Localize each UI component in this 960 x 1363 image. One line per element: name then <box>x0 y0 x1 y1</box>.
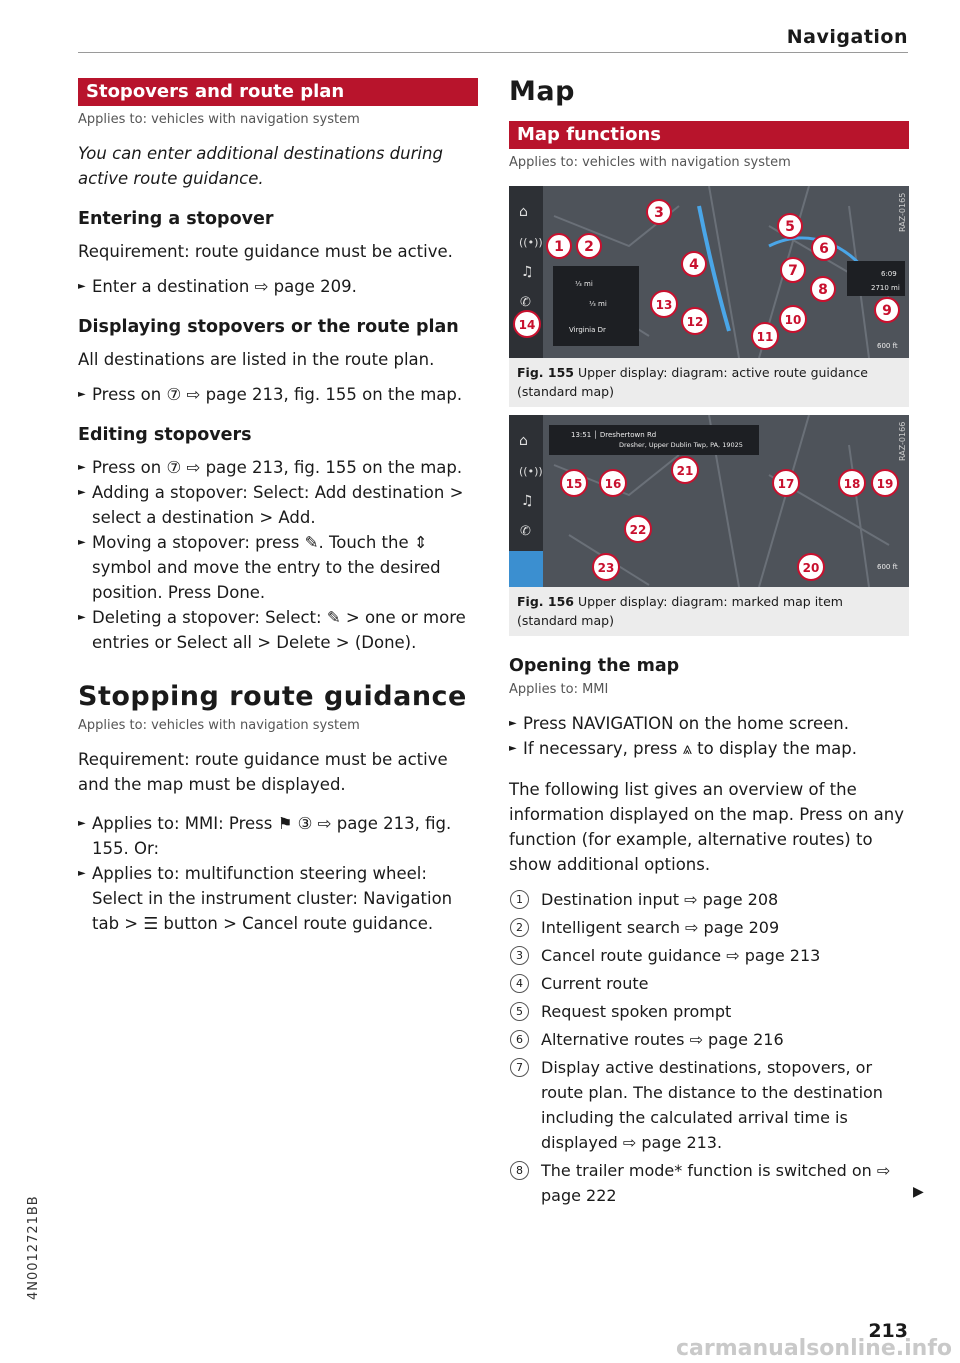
svg-text:12: 12 <box>686 315 704 329</box>
callout-legend <box>509 887 909 1208</box>
svg-text:7: 7 <box>788 263 798 279</box>
svg-text:((•)): ((•)) <box>519 236 543 249</box>
svg-text:10: 10 <box>784 313 802 327</box>
scale-text: 600 ft <box>877 342 898 350</box>
callout <box>600 470 626 496</box>
left-column <box>78 78 478 936</box>
figure-caption <box>509 358 909 407</box>
svg-text:17: 17 <box>777 477 795 491</box>
legend-item <box>509 1055 909 1155</box>
legend-number: 6 <box>510 1030 529 1049</box>
svg-text:15: 15 <box>565 477 583 491</box>
callout <box>647 200 671 224</box>
callout <box>561 470 587 496</box>
callout <box>773 470 799 496</box>
map-functions-title: Map functions <box>509 121 909 149</box>
svg-text:3: 3 <box>654 205 664 221</box>
figure-155 <box>509 186 909 407</box>
svg-text:16: 16 <box>604 477 622 491</box>
eta-text: 6:09 <box>881 270 897 278</box>
distance-text: 2710 mi <box>871 284 900 292</box>
callout <box>798 554 824 580</box>
stopping-step: ► Applies to: multifunction steering wheel: Select in the instrument cluster: Navigation tab > ☰ button > Cancel route guidance. <box>78 861 478 936</box>
figure-caption <box>509 587 909 636</box>
svg-text:((•)): ((•)) <box>519 465 543 478</box>
page-number: 213 <box>868 1320 908 1342</box>
opening-applies: Applies to: MMI <box>509 682 609 697</box>
callout <box>625 516 651 542</box>
map-diagram-156 <box>509 415 909 587</box>
header-rule <box>78 52 908 53</box>
top-bar-address: Dresher, Upper Dublin Twp, PA, 19025 <box>619 441 743 449</box>
svg-text:8: 8 <box>818 282 828 298</box>
svg-text:11: 11 <box>756 330 774 344</box>
opening-step: ► Press NAVIGATION on the home screen. <box>509 711 909 736</box>
entering-requirement: Requirement: route guidance must be active. <box>78 242 453 261</box>
stopping-applies: Applies to: vehicles with navigation system <box>78 718 360 733</box>
editing-step: ► Deleting a stopover: Select: ✎ > one or more entries or Select all > Delete > (Done). <box>78 605 478 655</box>
legend-item <box>509 971 909 996</box>
svg-text:✆: ✆ <box>520 295 531 310</box>
caption-text: Upper display: diagram: marked map item (standard map) <box>517 594 843 628</box>
legend-number: 7 <box>510 1058 529 1077</box>
figure-code: RAZ-0166 <box>898 421 907 461</box>
figure-code: RAZ-0165 <box>898 192 907 232</box>
figure-label: Fig. 155 <box>517 365 574 380</box>
stopping-title: Stopping route guidance <box>78 681 467 712</box>
callout <box>682 308 708 334</box>
callout <box>752 323 778 349</box>
svg-text:2: 2 <box>584 239 594 255</box>
legend-number: 2 <box>510 918 529 937</box>
svg-text:20: 20 <box>802 561 820 575</box>
section-title: Stopovers and route plan <box>78 78 478 106</box>
svg-text:♫: ♫ <box>521 493 534 509</box>
svg-text:19: 19 <box>876 477 894 491</box>
panel-line: Virginia Dr <box>569 326 606 334</box>
running-header: Navigation <box>786 26 908 48</box>
panel-line: ⅓ mi <box>575 280 593 288</box>
legend-text: Cancel route guidance ⇨ page 213 <box>541 946 821 965</box>
legend-number: 5 <box>510 1002 529 1021</box>
svg-text:5: 5 <box>785 219 795 235</box>
legend-item <box>509 1158 909 1208</box>
callout <box>547 234 571 258</box>
svg-text:4: 4 <box>689 257 699 273</box>
legend-item <box>509 1027 909 1052</box>
displaying-text: All destinations are listed in the route plan. <box>78 350 435 369</box>
panel-line: ⅓ mi <box>589 300 607 308</box>
map-diagram-155 <box>509 186 909 358</box>
scale-text: 600 ft <box>877 563 898 571</box>
caption-text: Upper display: diagram: active route guidance (standard map) <box>517 365 868 399</box>
callout <box>812 236 836 260</box>
svg-text:13: 13 <box>655 298 673 312</box>
lead-text: You can enter additional destinations during active route guidance. <box>78 144 443 188</box>
legend-item <box>509 999 909 1024</box>
figure-156 <box>509 415 909 636</box>
right-column <box>509 78 909 1208</box>
svg-text:22: 22 <box>629 523 647 537</box>
displaying-step: ► Press on ⑦ ⇨ page 213, fig. 155 on the map. <box>78 382 478 407</box>
callout <box>811 277 835 301</box>
svg-text:9: 9 <box>882 303 892 319</box>
applies-note: Applies to: vehicles with navigation system <box>78 112 360 127</box>
legend-text: Display active destinations, stopovers, or route plan. The distance to the destination including the calculated arrival time is displayed ⇨ page 213. <box>541 1058 883 1152</box>
legend-item <box>509 887 909 912</box>
legend-text: The trailer mode* function is switched on ⇨ page 222 <box>541 1161 891 1205</box>
callout <box>780 306 806 332</box>
callout <box>682 252 706 276</box>
opening-step: ► If necessary, press ⩓ to display the map. <box>509 736 909 761</box>
legend-text: Intelligent search ⇨ page 209 <box>541 918 780 937</box>
stopping-step: ► Applies to: MMI: Press ⚑ ③ ⇨ page 213, fig. 155. Or: <box>78 811 478 861</box>
legend-item <box>509 915 909 940</box>
svg-text:18: 18 <box>843 477 861 491</box>
callout <box>593 554 619 580</box>
svg-text:♫: ♫ <box>521 264 534 280</box>
callout <box>514 311 540 337</box>
legend-number: 4 <box>510 974 529 993</box>
callout <box>577 234 601 258</box>
svg-text:21: 21 <box>676 464 694 478</box>
map-applies: Applies to: vehicles with navigation system <box>509 155 791 170</box>
entering-step: ► Enter a destination ⇨ page 209. <box>78 274 478 299</box>
map-title: Map <box>509 76 575 107</box>
callout <box>781 258 805 282</box>
legend-number: 1 <box>510 890 529 909</box>
entering-title: Entering a stopover <box>78 209 274 229</box>
callout <box>651 291 677 317</box>
callout <box>872 470 898 496</box>
svg-text:⌂: ⌂ <box>519 433 528 449</box>
displaying-title: Displaying stopovers or the route plan <box>78 317 459 337</box>
callout <box>839 470 865 496</box>
svg-text:✆: ✆ <box>520 524 531 539</box>
editing-title: Editing stopovers <box>78 425 252 445</box>
opening-title: Opening the map <box>509 656 680 676</box>
overview-text: The following list gives an overview of the information displayed on the map. Press on any function (for example, alternative routes) to show additional options. <box>509 780 905 874</box>
callout <box>778 214 802 238</box>
svg-text:⌂: ⌂ <box>519 204 528 220</box>
figure-label: Fig. 156 <box>517 594 574 609</box>
editing-step: ► Adding a stopover: Select: Add destination > select a destination > Add. <box>78 480 478 530</box>
watermark: carmanualsonline.info <box>676 1336 952 1361</box>
callout <box>875 298 899 322</box>
legend-text: Alternative routes ⇨ page 216 <box>541 1030 784 1049</box>
legend-item <box>509 943 909 968</box>
document-code: 4N0012721BB <box>26 1195 41 1300</box>
continue-arrow-icon: ▶ <box>913 1184 924 1200</box>
svg-text:14: 14 <box>518 318 536 332</box>
legend-text: Request spoken prompt <box>541 1002 732 1021</box>
legend-text: Current route <box>541 974 649 993</box>
top-bar-text: 13:51 │ Dreshertown Rd <box>571 431 657 439</box>
editing-step: ► Press on ⑦ ⇨ page 213, fig. 155 on the map. <box>78 455 478 480</box>
svg-text:1: 1 <box>554 239 564 255</box>
stopping-requirement: Requirement: route guidance must be active and the map must be displayed. <box>78 750 448 794</box>
editing-step: ► Moving a stopover: press ✎. Touch the ⇕ symbol and move the entry to the desired position. Press Done. <box>78 530 478 605</box>
callout <box>672 457 698 483</box>
svg-text:23: 23 <box>597 561 615 575</box>
svg-text:6: 6 <box>819 241 829 257</box>
legend-number: 8 <box>510 1161 529 1180</box>
legend-number: 3 <box>510 946 529 965</box>
legend-text: Destination input ⇨ page 208 <box>541 890 779 909</box>
